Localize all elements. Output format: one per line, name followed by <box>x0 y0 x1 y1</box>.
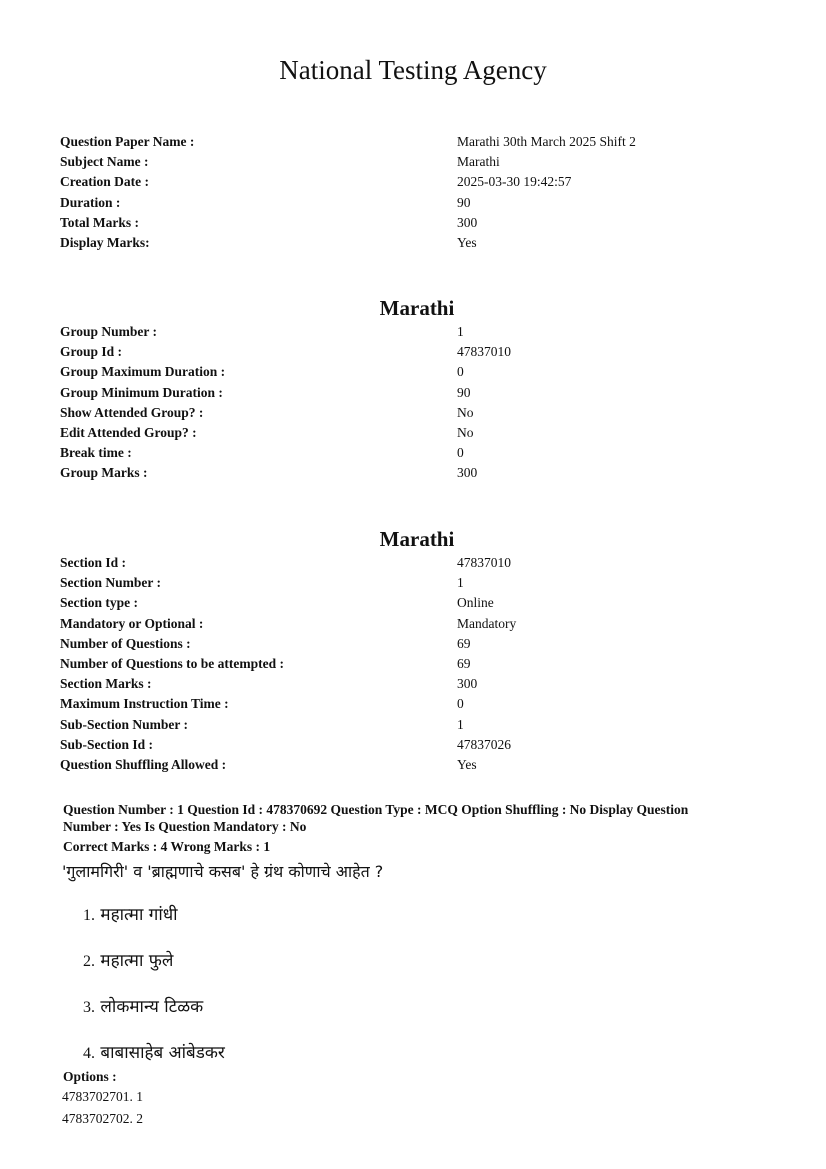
field-value: 90 <box>457 194 471 210</box>
option-number: 1. <box>83 907 95 924</box>
option-text: बाबासाहेब आंबेडकर <box>100 1043 225 1063</box>
option-item <box>83 1041 225 1066</box>
option-text: महात्मा गांधी <box>100 905 178 925</box>
group-info-row <box>60 443 780 463</box>
field-value: 69 <box>457 655 471 671</box>
section-info-row <box>60 715 780 735</box>
option-number: 4. <box>83 1045 95 1062</box>
field-label: Section type : <box>60 595 138 611</box>
field-value: 1 <box>457 575 464 591</box>
field-value: 300 <box>457 676 478 692</box>
field-value: 1 <box>457 716 464 732</box>
question-marks: Correct Marks : 4 Wrong Marks : 1 <box>63 839 271 854</box>
field-label: Group Number : <box>60 324 158 339</box>
field-label: Edit Attended Group? : <box>60 424 197 440</box>
field-value: Yes <box>457 234 477 250</box>
section-info-row <box>60 694 780 714</box>
paper-info-row <box>60 132 780 152</box>
section-info-row <box>60 735 780 755</box>
option-item <box>83 995 203 1020</box>
field-value: 69 <box>457 635 471 651</box>
paper-info-row <box>60 213 780 233</box>
field-value: 0 <box>457 445 464 461</box>
field-label: Section Marks : <box>60 676 152 692</box>
group-info-row <box>60 463 780 483</box>
field-label: Maximum Instruction Time : <box>60 696 229 712</box>
section-info-row <box>60 553 780 573</box>
question-meta <box>63 801 763 855</box>
section-info-row <box>60 593 780 613</box>
section-title: Marathi <box>379 527 455 551</box>
paper-info-row <box>60 172 780 192</box>
question-meta-line: Number : Yes Is Question Mandatory : No <box>63 819 307 834</box>
field-label: Show Attended Group? : <box>60 404 204 420</box>
group-info-row <box>60 342 780 362</box>
group-info-row <box>60 322 780 342</box>
section-info-row <box>60 674 780 694</box>
field-label: Subject Name : <box>60 154 149 170</box>
section-info-row <box>60 573 780 593</box>
paper-info-row <box>60 193 780 213</box>
paper-info-row <box>60 233 780 253</box>
field-label: Display Marks: <box>60 234 150 250</box>
field-value: Mandatory <box>457 615 517 631</box>
option-item <box>83 949 173 974</box>
option-id: 4783702702. 2 <box>62 1111 143 1126</box>
group-info-table <box>60 322 780 484</box>
group-info-row <box>60 362 780 382</box>
field-value: Online <box>457 595 494 611</box>
field-label: Break time : <box>60 445 132 461</box>
field-value: 0 <box>457 696 464 712</box>
field-value: 1 <box>457 324 464 339</box>
field-label: Group Maximum Duration : <box>60 364 226 380</box>
field-label: Number of Questions to be attempted : <box>60 655 284 671</box>
paper-info-table <box>60 132 780 253</box>
option-number: 3. <box>83 999 95 1016</box>
field-label: Question Paper Name : <box>60 134 195 149</box>
field-label: Number of Questions : <box>60 635 191 651</box>
option-text: लोकमान्य टिळक <box>100 997 204 1017</box>
field-value: 300 <box>457 214 478 230</box>
field-value: Marathi 30th March 2025 Shift 2 <box>457 134 636 149</box>
group-info-row <box>60 403 780 423</box>
section-info-row <box>60 614 780 634</box>
field-value: 47837026 <box>457 736 511 752</box>
field-label: Group Minimum Duration : <box>60 384 223 400</box>
option-text: महात्मा फुले <box>100 951 174 971</box>
field-value: Yes <box>457 756 477 772</box>
option-id: 4783702701. 1 <box>62 1089 143 1104</box>
field-value: No <box>457 424 474 440</box>
question-meta-line: Question Number : 1 Question Id : 478370692 Question Type : MCQ Option Shuffling : No Display Question <box>63 802 689 817</box>
paper-info-row <box>60 152 780 172</box>
field-label: Question Shuffling Allowed : <box>60 756 227 772</box>
field-value: 0 <box>457 364 464 380</box>
field-label: Sub-Section Number : <box>60 716 189 732</box>
field-value: 300 <box>457 465 478 481</box>
field-label: Creation Date : <box>60 174 149 190</box>
section-info-row <box>60 654 780 674</box>
options-label: Options : <box>63 1069 117 1084</box>
page-title: National Testing Agency <box>279 55 547 85</box>
question-text: 'गुलामगिरी' व 'ब्राह्मणाचे कसब' हे ग्रंथ कोणाचे आहेत ? <box>62 862 384 881</box>
field-label: Group Id : <box>60 344 123 360</box>
field-value: 90 <box>457 384 471 400</box>
field-label: Sub-Section Id : <box>60 736 154 752</box>
field-label: Mandatory or Optional : <box>60 615 204 631</box>
field-label: Total Marks : <box>60 214 140 230</box>
field-value: No <box>457 404 474 420</box>
group-info-row <box>60 383 780 403</box>
group-info-row <box>60 423 780 443</box>
section-info-table <box>60 553 780 775</box>
option-item <box>83 903 178 928</box>
field-value: 2025-03-30 19:42:57 <box>457 174 572 190</box>
group-title: Marathi <box>379 296 455 320</box>
field-label: Group Marks : <box>60 465 148 481</box>
field-value: 47837010 <box>457 555 511 570</box>
section-info-row <box>60 634 780 654</box>
option-number: 2. <box>83 953 95 970</box>
field-label: Duration : <box>60 194 121 210</box>
field-value: 47837010 <box>457 344 511 360</box>
section-info-row <box>60 755 780 775</box>
field-value: Marathi <box>457 154 500 170</box>
field-label: Section Id : <box>60 555 127 570</box>
field-label: Section Number : <box>60 575 161 591</box>
